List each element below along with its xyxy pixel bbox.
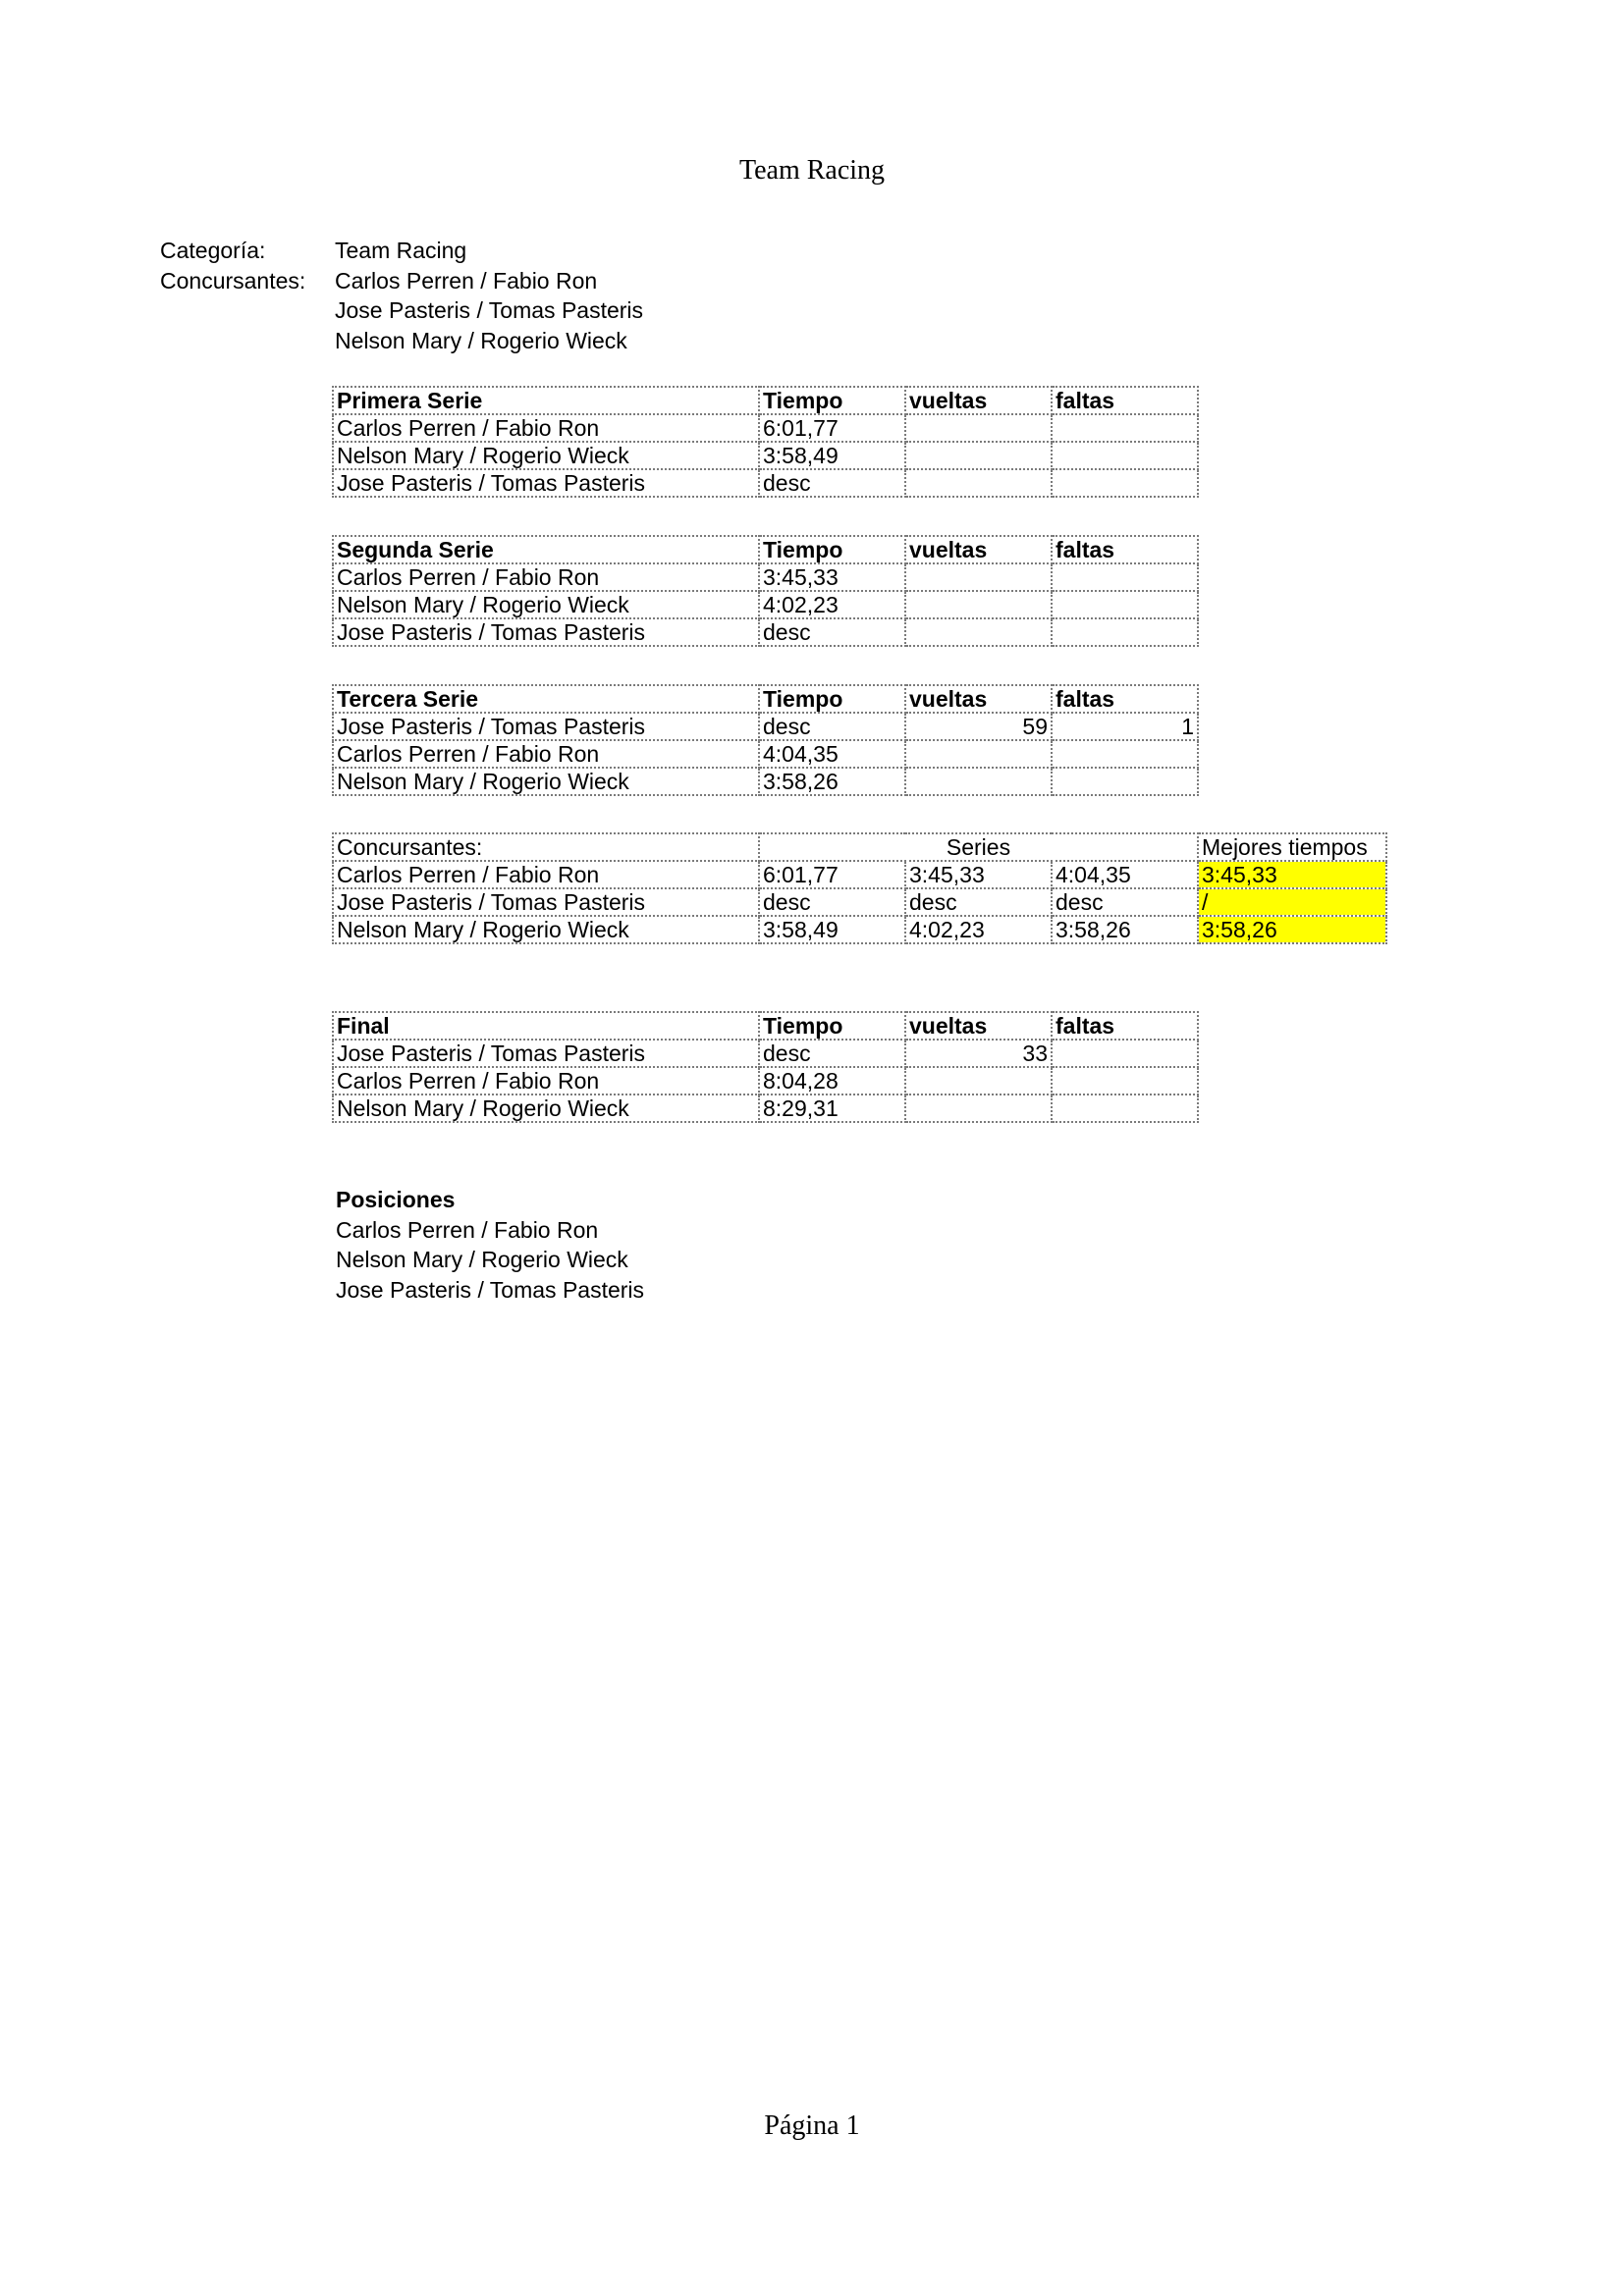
laps-cell bbox=[905, 1067, 1052, 1095]
laps-cell bbox=[905, 414, 1052, 442]
team-cell: Jose Pasteris / Tomas Pasteris bbox=[333, 618, 759, 646]
header-cell-best: Mejores tiempos bbox=[1198, 833, 1386, 861]
contestant-item: Nelson Mary / Rogerio Wieck bbox=[335, 327, 627, 353]
laps-cell bbox=[905, 740, 1052, 768]
laps-cell bbox=[905, 618, 1052, 646]
team-cell: Nelson Mary / Rogerio Wieck bbox=[333, 768, 759, 795]
header-cell: faltas bbox=[1052, 1012, 1198, 1040]
table-row bbox=[333, 713, 1198, 740]
team-cell: Jose Pasteris / Tomas Pasteris bbox=[333, 713, 759, 740]
time-cell: 8:04,28 bbox=[759, 1067, 905, 1095]
faults-cell bbox=[1052, 740, 1198, 768]
table-row bbox=[333, 469, 1198, 497]
time-cell: 6:01,77 bbox=[759, 861, 905, 888]
table-header-row bbox=[333, 387, 1198, 414]
table-row bbox=[333, 618, 1198, 646]
header-cell: Tiempo bbox=[759, 387, 905, 414]
team-cell: Nelson Mary / Rogerio Wieck bbox=[333, 916, 759, 943]
team-cell: Carlos Perren / Fabio Ron bbox=[333, 1067, 759, 1095]
header-cell: faltas bbox=[1052, 536, 1198, 563]
laps-cell bbox=[905, 768, 1052, 795]
time-cell: desc bbox=[759, 1040, 905, 1067]
contestants-row bbox=[160, 295, 643, 326]
faults-cell bbox=[1052, 591, 1198, 618]
laps-cell bbox=[905, 1095, 1052, 1122]
page-title: Team Racing bbox=[738, 155, 886, 186]
team-cell: Nelson Mary / Rogerio Wieck bbox=[333, 442, 759, 469]
time-cell: desc bbox=[1052, 888, 1198, 916]
category-row bbox=[160, 236, 643, 266]
time-cell: 3:58,49 bbox=[759, 442, 905, 469]
time-cell: 3:45,33 bbox=[759, 563, 905, 591]
series-table-tercera bbox=[332, 684, 1199, 796]
header-cell: Tiempo bbox=[759, 536, 905, 563]
table-row bbox=[333, 916, 1386, 943]
series-table-primera bbox=[332, 386, 1199, 498]
time-cell: 3:45,33 bbox=[905, 861, 1052, 888]
positions-block bbox=[336, 1185, 644, 1305]
page-footer: Página 1 bbox=[764, 2110, 860, 2141]
time-cell: 4:02,23 bbox=[905, 916, 1052, 943]
faults-cell: 1 bbox=[1052, 713, 1198, 740]
time-cell: 4:04,35 bbox=[1052, 861, 1198, 888]
header-cell: vueltas bbox=[905, 1012, 1052, 1040]
table-row bbox=[333, 861, 1386, 888]
laps-cell bbox=[905, 563, 1052, 591]
best-time-cell: 3:45,33 bbox=[1198, 861, 1386, 888]
header-cell: vueltas bbox=[905, 685, 1052, 713]
faults-cell bbox=[1052, 618, 1198, 646]
contestants-row bbox=[160, 326, 643, 356]
team-cell: Jose Pasteris / Tomas Pasteris bbox=[333, 1040, 759, 1067]
header-cell: vueltas bbox=[905, 387, 1052, 414]
faults-cell bbox=[1052, 563, 1198, 591]
table-header-row bbox=[333, 685, 1198, 713]
info-block bbox=[160, 236, 643, 355]
table-row bbox=[333, 414, 1198, 442]
header-cell: faltas bbox=[1052, 685, 1198, 713]
time-cell: desc bbox=[759, 888, 905, 916]
faults-cell bbox=[1052, 1095, 1198, 1122]
faults-cell bbox=[1052, 414, 1198, 442]
table-header-row bbox=[333, 536, 1198, 563]
position-item: Nelson Mary / Rogerio Wieck bbox=[336, 1247, 628, 1272]
contestants-row bbox=[160, 266, 643, 296]
time-cell: 3:58,26 bbox=[1052, 916, 1198, 943]
time-cell: desc bbox=[905, 888, 1052, 916]
time-cell: 6:01,77 bbox=[759, 414, 905, 442]
positions-title: Posiciones bbox=[336, 1187, 456, 1212]
faults-cell bbox=[1052, 1040, 1198, 1067]
table-row bbox=[333, 1095, 1198, 1122]
team-cell: Carlos Perren / Fabio Ron bbox=[333, 563, 759, 591]
laps-cell bbox=[905, 442, 1052, 469]
category-label: Categoría: bbox=[160, 238, 266, 263]
table-row bbox=[333, 442, 1198, 469]
header-cell: Tercera Serie bbox=[333, 685, 759, 713]
laps-cell: 33 bbox=[905, 1040, 1052, 1067]
best-time-cell: / bbox=[1198, 888, 1386, 916]
header-cell: Primera Serie bbox=[333, 387, 759, 414]
team-cell: Carlos Perren / Fabio Ron bbox=[333, 861, 759, 888]
header-cell-series: Series bbox=[759, 833, 1198, 861]
position-item: Carlos Perren / Fabio Ron bbox=[336, 1216, 599, 1243]
final-table bbox=[332, 1011, 1199, 1123]
team-cell: Nelson Mary / Rogerio Wieck bbox=[333, 1095, 759, 1122]
team-cell: Nelson Mary / Rogerio Wieck bbox=[333, 591, 759, 618]
table-row bbox=[333, 888, 1386, 916]
time-cell: desc bbox=[759, 469, 905, 497]
best-time-cell: 3:58,26 bbox=[1198, 916, 1386, 943]
time-cell: 3:58,26 bbox=[759, 768, 905, 795]
table-row bbox=[333, 1067, 1198, 1095]
header-cell: Concursantes: bbox=[333, 833, 759, 861]
time-cell: 4:04,35 bbox=[759, 740, 905, 768]
header-cell: vueltas bbox=[905, 536, 1052, 563]
faults-cell bbox=[1052, 469, 1198, 497]
laps-cell bbox=[905, 469, 1052, 497]
table-row bbox=[333, 740, 1198, 768]
category-value: Team Racing bbox=[335, 238, 467, 263]
faults-cell bbox=[1052, 768, 1198, 795]
time-cell: 8:29,31 bbox=[759, 1095, 905, 1122]
team-cell: Carlos Perren / Fabio Ron bbox=[333, 414, 759, 442]
header-cell: Tiempo bbox=[759, 685, 905, 713]
laps-cell bbox=[905, 591, 1052, 618]
table-row bbox=[333, 1040, 1198, 1067]
laps-cell: 59 bbox=[905, 713, 1052, 740]
table-row bbox=[333, 591, 1198, 618]
header-cell: Final bbox=[333, 1012, 759, 1040]
table-header-row bbox=[333, 833, 1386, 861]
faults-cell bbox=[1052, 442, 1198, 469]
series-table-segunda bbox=[332, 535, 1199, 647]
table-row bbox=[333, 563, 1198, 591]
time-cell: desc bbox=[759, 713, 905, 740]
contestants-label: Concursantes: bbox=[160, 267, 306, 294]
position-item: Jose Pasteris / Tomas Pasteris bbox=[336, 1276, 645, 1303]
contestant-item: Jose Pasteris / Tomas Pasteris bbox=[335, 297, 644, 323]
team-cell: Jose Pasteris / Tomas Pasteris bbox=[333, 469, 759, 497]
team-cell: Carlos Perren / Fabio Ron bbox=[333, 740, 759, 768]
contestant-item: Carlos Perren / Fabio Ron bbox=[335, 267, 598, 294]
header-cell: Segunda Serie bbox=[333, 536, 759, 563]
team-cell: Jose Pasteris / Tomas Pasteris bbox=[333, 888, 759, 916]
header-cell: faltas bbox=[1052, 387, 1198, 414]
header-cell: Tiempo bbox=[759, 1012, 905, 1040]
table-header-row bbox=[333, 1012, 1198, 1040]
time-cell: desc bbox=[759, 618, 905, 646]
time-cell: 4:02,23 bbox=[759, 591, 905, 618]
faults-cell bbox=[1052, 1067, 1198, 1095]
table-row bbox=[333, 768, 1198, 795]
summary-table bbox=[332, 832, 1387, 944]
time-cell: 3:58,49 bbox=[759, 916, 905, 943]
